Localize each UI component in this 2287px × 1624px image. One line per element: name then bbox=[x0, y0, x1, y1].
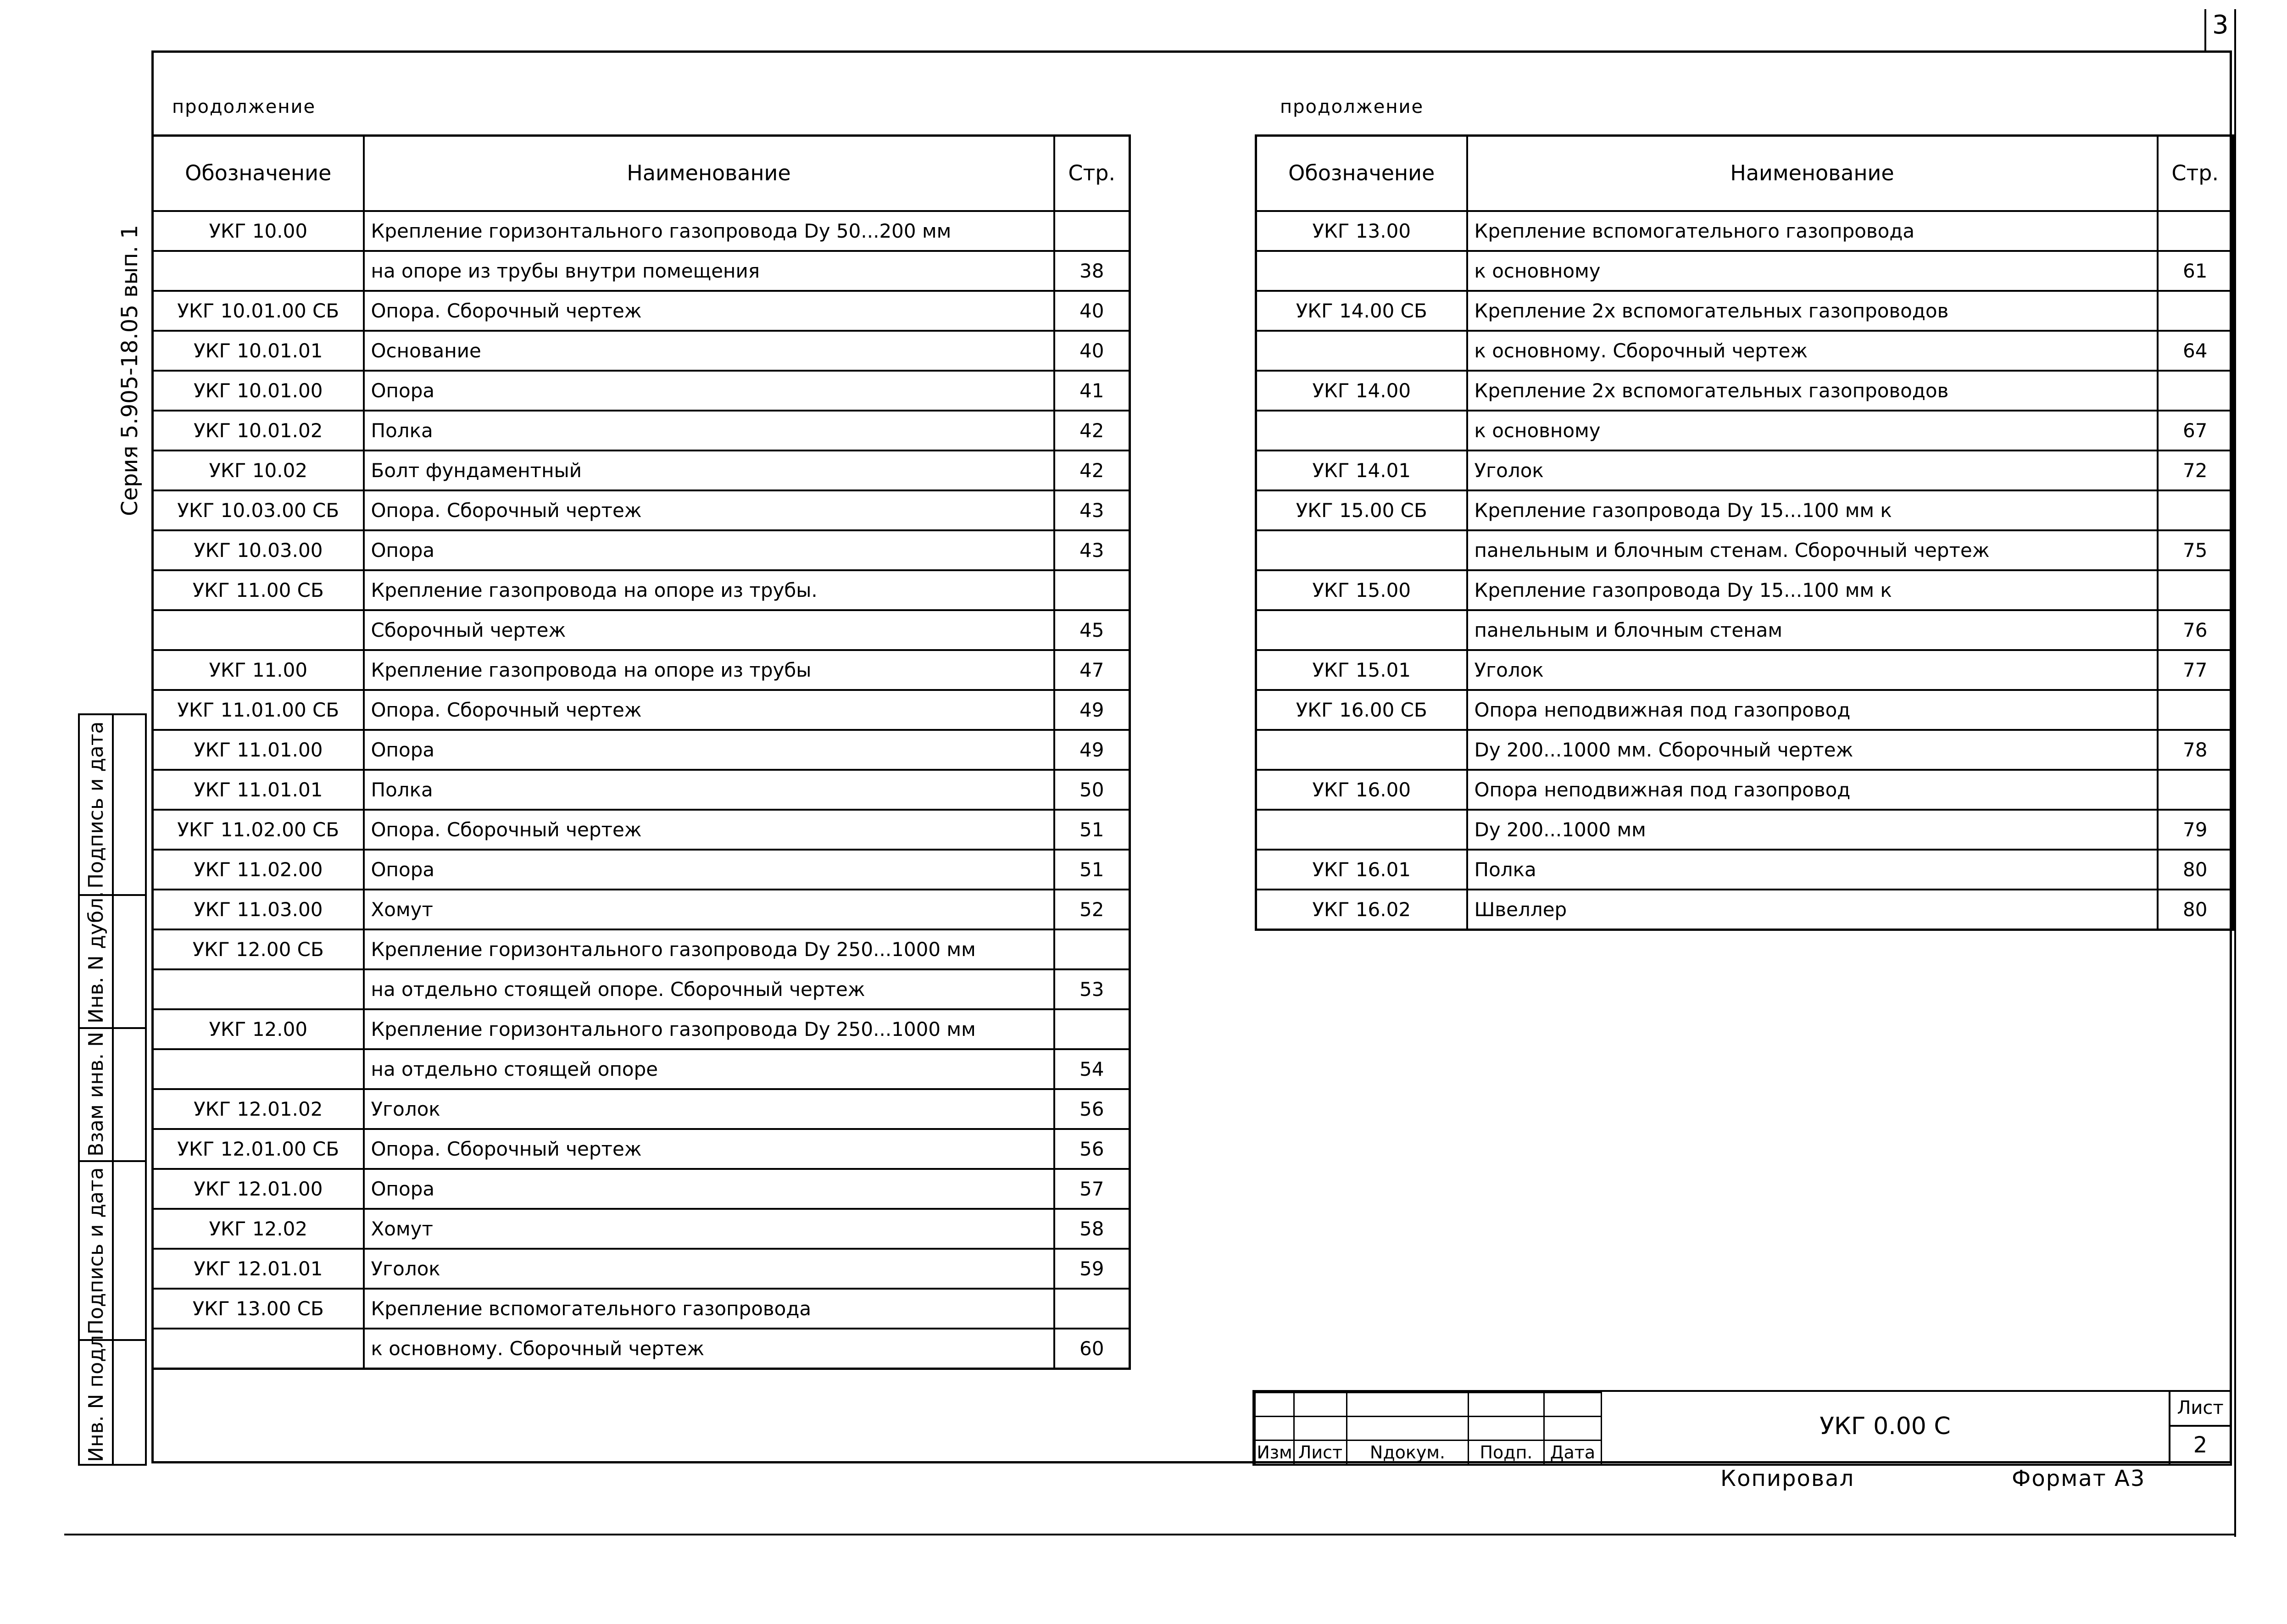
designation-cell: УКГ 15.01 bbox=[1256, 650, 1467, 690]
table-row bbox=[1256, 371, 2233, 411]
designation-cell bbox=[1256, 411, 1467, 450]
page-cell: 50 bbox=[1054, 770, 1130, 810]
page-cell: 61 bbox=[2158, 251, 2233, 291]
designation-cell: УКГ 11.02.00 СБ bbox=[153, 810, 364, 850]
designation-cell bbox=[1256, 530, 1467, 570]
name-cell: Крепление 2х вспомогательных газопроводов bbox=[1467, 291, 2158, 331]
name-cell: Опора. Сборочный чертеж bbox=[364, 690, 1054, 730]
designation-cell: УКГ 10.01.00 bbox=[153, 371, 364, 411]
table-row bbox=[153, 690, 1130, 730]
table-row bbox=[153, 730, 1130, 770]
left-spec-table bbox=[151, 134, 1131, 1370]
designation-cell: УКГ 10.01.00 СБ bbox=[153, 291, 364, 331]
page-cell: 51 bbox=[1054, 850, 1130, 890]
table-row bbox=[1256, 530, 2233, 570]
name-cell: панельным и блочным стенам bbox=[1467, 610, 2158, 650]
designation-cell: УКГ 14.00 СБ bbox=[1256, 291, 1467, 331]
designation-cell: УКГ 13.00 bbox=[1256, 211, 1467, 251]
designation-cell: УКГ 16.00 СБ bbox=[1256, 690, 1467, 730]
designation-cell: УКГ 12.00 СБ bbox=[153, 929, 364, 969]
title-block bbox=[1252, 1390, 2232, 1466]
page-cell: 49 bbox=[1054, 690, 1130, 730]
name-cell: Крепление газопровода Dy 15...100 мм к bbox=[1467, 490, 2158, 530]
page-cell bbox=[1054, 1009, 1130, 1049]
page-cell: 42 bbox=[1054, 450, 1130, 490]
page-cell bbox=[2158, 490, 2233, 530]
name-cell: Полка bbox=[364, 770, 1054, 810]
designation-cell: УКГ 11.01.00 СБ bbox=[153, 690, 364, 730]
name-cell: Опора. Сборочный чертеж bbox=[364, 810, 1054, 850]
page-cell: 56 bbox=[1054, 1089, 1130, 1129]
table-row bbox=[153, 371, 1130, 411]
side-stamp-label: Подпись и дата bbox=[84, 721, 108, 889]
name-cell: Крепление горизонтального газопровода Dy 50...200 мм bbox=[364, 211, 1054, 251]
page-cell bbox=[1054, 1289, 1130, 1329]
name-cell: на опоре из трубы внутри помещения bbox=[364, 251, 1054, 291]
table-row bbox=[153, 1209, 1130, 1249]
name-cell: Опора bbox=[364, 730, 1054, 770]
stamp-col-label: Изм bbox=[1255, 1440, 1294, 1465]
table-row bbox=[153, 411, 1130, 450]
page-cell bbox=[2158, 690, 2233, 730]
designation-cell: УКГ 12.01.02 bbox=[153, 1089, 364, 1129]
designation-cell: УКГ 15.00 СБ bbox=[1256, 490, 1467, 530]
designation-cell: УКГ 12.02 bbox=[153, 1209, 364, 1249]
designation-cell bbox=[153, 251, 364, 291]
table-row bbox=[153, 251, 1130, 291]
name-cell: Опора неподвижная под газопровод bbox=[1467, 770, 2158, 810]
page-cell: 80 bbox=[2158, 850, 2233, 890]
designation-cell: УКГ 16.02 bbox=[1256, 890, 1467, 930]
name-cell: Крепление газопровода на опоре из трубы bbox=[364, 650, 1054, 690]
page-cell bbox=[2158, 371, 2233, 411]
table-row bbox=[153, 850, 1130, 890]
page-cell: 49 bbox=[1054, 730, 1130, 770]
designation-cell: УКГ 11.01.01 bbox=[153, 770, 364, 810]
stamp-col-label: Nдокум. bbox=[1347, 1440, 1469, 1465]
format-label: Формат А3 bbox=[2012, 1466, 2146, 1491]
stamp-col-label: Подп. bbox=[1469, 1440, 1544, 1465]
designation-cell bbox=[1256, 251, 1467, 291]
page-cell: 57 bbox=[1054, 1169, 1130, 1209]
name-cell: Крепление горизонтального газопровода Dy 250...1000 мм bbox=[364, 929, 1054, 969]
designation-cell: УКГ 10.03.00 bbox=[153, 530, 364, 570]
right-spec-table bbox=[1255, 134, 2234, 931]
table-row bbox=[153, 331, 1130, 371]
document-designation: УКГ 0.00 С bbox=[1820, 1413, 1951, 1440]
table-row bbox=[153, 291, 1130, 331]
page-cell bbox=[2158, 570, 2233, 610]
page-cell: 80 bbox=[2158, 890, 2233, 930]
header-page: Стр. bbox=[2158, 136, 2233, 211]
designation-cell: УКГ 10.02 bbox=[153, 450, 364, 490]
name-cell: Крепление газопровода на опоре из трубы. bbox=[364, 570, 1054, 610]
page-cell: 42 bbox=[1054, 411, 1130, 450]
page-cell: 60 bbox=[1054, 1329, 1130, 1369]
page-cell: 67 bbox=[2158, 411, 2233, 450]
table-row bbox=[153, 650, 1130, 690]
page-cell bbox=[2158, 770, 2233, 810]
name-cell: Опора. Сборочный чертеж bbox=[364, 291, 1054, 331]
name-cell: Крепление горизонтального газопровода Dy 250...1000 мм bbox=[364, 1009, 1054, 1049]
table-row bbox=[1256, 890, 2233, 930]
page-cell: 51 bbox=[1054, 810, 1130, 850]
table-row bbox=[1256, 211, 2233, 251]
right-continuation-label: продолжение bbox=[1280, 96, 1424, 117]
page-cell: 53 bbox=[1054, 969, 1130, 1009]
designation-cell: УКГ 10.00 bbox=[153, 211, 364, 251]
table-row bbox=[1256, 570, 2233, 610]
name-cell: Опора bbox=[364, 530, 1054, 570]
name-cell: Сборочный чертеж bbox=[364, 610, 1054, 650]
name-cell: Опора. Сборочный чертеж bbox=[364, 490, 1054, 530]
page-cell bbox=[1054, 929, 1130, 969]
page-cell: 54 bbox=[1054, 1049, 1130, 1089]
page-cell: 41 bbox=[1054, 371, 1130, 411]
designation-cell bbox=[1256, 730, 1467, 770]
designation-cell: УКГ 11.02.00 bbox=[153, 850, 364, 890]
table-row bbox=[1256, 610, 2233, 650]
table-row bbox=[153, 1249, 1130, 1289]
designation-cell: УКГ 11.00 СБ bbox=[153, 570, 364, 610]
page-cell bbox=[1054, 211, 1130, 251]
table-row bbox=[153, 211, 1130, 251]
page-cell: 40 bbox=[1054, 331, 1130, 371]
name-cell: Опора bbox=[364, 1169, 1054, 1209]
designation-cell bbox=[153, 1049, 364, 1089]
name-cell: к основному. Сборочный чертеж bbox=[364, 1329, 1054, 1369]
name-cell: на отдельно стоящей опоре bbox=[364, 1049, 1054, 1089]
page-cell bbox=[2158, 211, 2233, 251]
table-row bbox=[1256, 730, 2233, 770]
designation-cell: УКГ 13.00 СБ bbox=[153, 1289, 364, 1329]
page-cell: 43 bbox=[1054, 490, 1130, 530]
header-name: Наименование bbox=[364, 136, 1054, 211]
table-row bbox=[1256, 490, 2233, 530]
table-row bbox=[1256, 291, 2233, 331]
page-cell: 78 bbox=[2158, 730, 2233, 770]
page-cell: 43 bbox=[1054, 530, 1130, 570]
designation-cell: УКГ 10.01.02 bbox=[153, 411, 364, 450]
name-cell: Швеллер bbox=[1467, 890, 2158, 930]
header-designation: Обозначение bbox=[153, 136, 364, 211]
sheet-number-box-edge bbox=[2204, 9, 2206, 53]
name-cell: к основному bbox=[1467, 411, 2158, 450]
designation-cell: УКГ 10.03.00 СБ bbox=[153, 490, 364, 530]
sheet-number: 3 bbox=[2212, 10, 2229, 40]
table-row bbox=[153, 929, 1130, 969]
name-cell: Основание bbox=[364, 331, 1054, 371]
designation-cell bbox=[153, 1329, 364, 1369]
side-stamp-label: Подпись и дата bbox=[84, 1167, 108, 1335]
table-row bbox=[1256, 650, 2233, 690]
table-row bbox=[153, 1009, 1130, 1049]
stamp-col-label: Дата bbox=[1544, 1440, 1602, 1465]
designation-cell bbox=[1256, 810, 1467, 850]
name-cell: Уголок bbox=[1467, 450, 2158, 490]
name-cell: Крепление газопровода Dy 15...100 мм к bbox=[1467, 570, 2158, 610]
sheet-label: Лист bbox=[2177, 1397, 2224, 1418]
designation-cell: УКГ 11.03.00 bbox=[153, 890, 364, 929]
table-row bbox=[1256, 411, 2233, 450]
name-cell: Опора. Сборочный чертеж bbox=[364, 1129, 1054, 1169]
sheet-right-edge bbox=[2234, 9, 2236, 1537]
left-continuation-label: продолжение bbox=[172, 96, 316, 117]
name-cell: Dy 200...1000 мм. Сборочный чертеж bbox=[1467, 730, 2158, 770]
table-row bbox=[153, 810, 1130, 850]
name-cell: Хомут bbox=[364, 890, 1054, 929]
page-cell: 45 bbox=[1054, 610, 1130, 650]
name-cell: Dy 200...1000 мм bbox=[1467, 810, 2158, 850]
designation-cell: УКГ 11.01.00 bbox=[153, 730, 364, 770]
page-cell: 75 bbox=[2158, 530, 2233, 570]
table-row bbox=[1256, 690, 2233, 730]
designation-cell bbox=[153, 969, 364, 1009]
page-cell: 79 bbox=[2158, 810, 2233, 850]
table-row bbox=[153, 1289, 1130, 1329]
side-stamp-label: Инв. N дубл. bbox=[84, 891, 108, 1023]
page-cell: 77 bbox=[2158, 650, 2233, 690]
table-row bbox=[1256, 850, 2233, 890]
page-cell: 47 bbox=[1054, 650, 1130, 690]
designation-cell bbox=[1256, 610, 1467, 650]
table-row bbox=[1256, 251, 2233, 291]
sheet-value: 2 bbox=[2193, 1432, 2208, 1458]
side-stamp-label: Инв. N подл. bbox=[84, 1329, 108, 1462]
designation-cell: УКГ 12.01.00 СБ bbox=[153, 1129, 364, 1169]
page-cell: 38 bbox=[1054, 251, 1130, 291]
name-cell: на отдельно стоящей опоре. Сборочный чертеж bbox=[364, 969, 1054, 1009]
table-row bbox=[153, 770, 1130, 810]
designation-cell: УКГ 12.01.00 bbox=[153, 1169, 364, 1209]
table-row bbox=[153, 570, 1130, 610]
name-cell: Уголок bbox=[364, 1249, 1054, 1289]
table-row bbox=[1256, 450, 2233, 490]
table-row bbox=[153, 490, 1130, 530]
table-row bbox=[153, 1329, 1130, 1369]
designation-cell: УКГ 14.00 bbox=[1256, 371, 1467, 411]
name-cell: Полка bbox=[364, 411, 1054, 450]
designation-cell: УКГ 14.01 bbox=[1256, 450, 1467, 490]
table-row bbox=[1256, 331, 2233, 371]
designation-cell: УКГ 16.01 bbox=[1256, 850, 1467, 890]
name-cell: Крепление 2х вспомогательных газопроводов bbox=[1467, 371, 2158, 411]
table-row bbox=[153, 530, 1130, 570]
page-cell: 58 bbox=[1054, 1209, 1130, 1249]
table-row bbox=[153, 1129, 1130, 1169]
designation-cell: УКГ 15.00 bbox=[1256, 570, 1467, 610]
designation-cell: УКГ 10.01.01 bbox=[153, 331, 364, 371]
trim-line bbox=[64, 1534, 2234, 1535]
designation-cell: УКГ 11.00 bbox=[153, 650, 364, 690]
designation-cell: УКГ 12.01.01 bbox=[153, 1249, 364, 1289]
page-cell: 52 bbox=[1054, 890, 1130, 929]
page-cell: 72 bbox=[2158, 450, 2233, 490]
table-row bbox=[153, 890, 1130, 929]
name-cell: Уголок bbox=[364, 1089, 1054, 1129]
header-page: Стр. bbox=[1054, 136, 1130, 211]
name-cell: Крепление вспомогательного газопровода bbox=[364, 1289, 1054, 1329]
side-stamp bbox=[78, 713, 147, 1466]
table-row bbox=[153, 1049, 1130, 1089]
page-cell bbox=[2158, 291, 2233, 331]
page-cell: 64 bbox=[2158, 331, 2233, 371]
name-cell: панельным и блочным стенам. Сборочный чертеж bbox=[1467, 530, 2158, 570]
side-stamp-label: Взам инв. N bbox=[84, 1032, 108, 1157]
page-cell: 76 bbox=[2158, 610, 2233, 650]
page-cell bbox=[1054, 570, 1130, 610]
designation-cell bbox=[153, 610, 364, 650]
header-name: Наименование bbox=[1467, 136, 2158, 211]
table-row bbox=[1256, 770, 2233, 810]
name-cell: к основному. Сборочный чертеж bbox=[1467, 331, 2158, 371]
table-row bbox=[153, 1169, 1130, 1209]
name-cell: Болт фундаментный bbox=[364, 450, 1054, 490]
stamp-col-label: Лист bbox=[1294, 1440, 1347, 1465]
table-row bbox=[153, 450, 1130, 490]
designation-cell bbox=[1256, 331, 1467, 371]
page-cell: 40 bbox=[1054, 291, 1130, 331]
copied-label: Копировал bbox=[1720, 1466, 1855, 1491]
table-row bbox=[153, 969, 1130, 1009]
name-cell: Опора bbox=[364, 850, 1054, 890]
designation-cell: УКГ 16.00 bbox=[1256, 770, 1467, 810]
name-cell: к основному bbox=[1467, 251, 2158, 291]
table-row bbox=[153, 610, 1130, 650]
table-row bbox=[1256, 810, 2233, 850]
header-designation: Обозначение bbox=[1256, 136, 1467, 211]
name-cell: Полка bbox=[1467, 850, 2158, 890]
name-cell: Опора неподвижная под газопровод bbox=[1467, 690, 2158, 730]
page-cell: 59 bbox=[1054, 1249, 1130, 1289]
designation-cell: УКГ 12.00 bbox=[153, 1009, 364, 1049]
name-cell: Крепление вспомогательного газопровода bbox=[1467, 211, 2158, 251]
series-label: Серия 5.905-18.05 вып. 1 bbox=[117, 225, 143, 516]
name-cell: Уголок bbox=[1467, 650, 2158, 690]
page-cell: 56 bbox=[1054, 1129, 1130, 1169]
name-cell: Опора bbox=[364, 371, 1054, 411]
table-row bbox=[153, 1089, 1130, 1129]
name-cell: Хомут bbox=[364, 1209, 1054, 1249]
